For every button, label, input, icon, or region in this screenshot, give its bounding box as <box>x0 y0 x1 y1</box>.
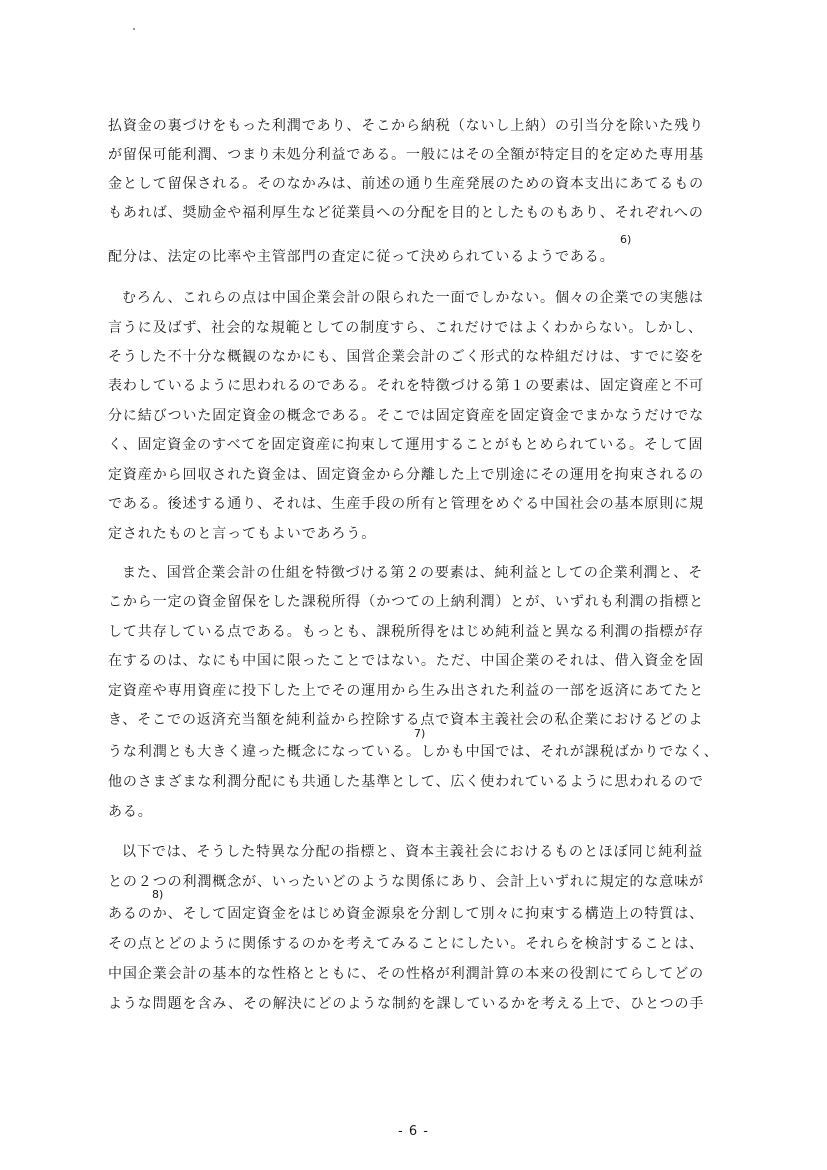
text-line: こから一定の資金留保をした課税所得（かつての上納利潤）とが、いずれも利潤の指標と <box>108 594 704 610</box>
text-line: うな利潤とも大きく違った概念になっている。しかも中国では、それが課税ばかりでなく、 <box>108 744 719 760</box>
text-line: との２つの利潤概念が、いったいどのような関係にあり、会計上いずれに規定的な意味が <box>108 874 704 890</box>
text-line: 他のさまざまな利潤分配にも共通した基準として、広く使われているように思われるので <box>108 774 704 790</box>
text-line: 配分は、法定の比率や主管部門の査定に従って決められているようである。 <box>108 249 615 265</box>
text-line: 言うに及ばず、社会的な規範としての制度すら、これだけではよくわからない。しかし、 <box>108 320 703 336</box>
scan-speck <box>133 28 135 30</box>
page-number: - 6 - <box>398 1124 429 1139</box>
text-line: あるのか、そして固定資金をはじめ資金源泉を分割して別々に拘束する構造上の特質は、 <box>108 906 704 922</box>
text-line: 金として留保される。そのなかみは、前述の通り生産発展のための資本支出にあてるもの <box>108 176 704 192</box>
text-line: 分に結びついた固定資金の概念である。そこでは固定資産を固定資金でまかなうだけでな <box>108 408 704 424</box>
text-line: して共存している点である。もっとも、課税所得をはじめ純利益と異なる利潤の指標が存 <box>108 624 704 640</box>
text-line: そうした不十分な概観のなかにも、国営企業会計のごく形式的な枠組だけは、すでに姿を <box>108 349 705 365</box>
text-line: もあれば、奨励金や福利厚生など従業員への分配を目的としたものもあり、それぞれへの <box>108 205 704 221</box>
paragraph-start-line: また、国営企業会計の仕組を特徴づける第２の要素は、純利益としての企業利潤と、そ <box>122 565 704 581</box>
text-line: 払資金の裏づけをもった利潤であり、そこから納税（ないし上納）の引当分を除いた残り <box>108 118 704 134</box>
text-line: 定資産から回収された資金は、固定資金から分離した上で別途にその運用を拘束されるの <box>108 467 704 483</box>
footnote-marker: 6) <box>620 233 632 246</box>
text-line: 中国企業会計の基本的な性格とともに、その性格が利潤計算の本来の役割にてらしてどの <box>108 966 704 982</box>
paragraph-start-line: 以下では、そうした特異な分配の指標と、資本主義社会におけるものとほぼ同じ純利益 <box>122 844 704 860</box>
text-line: が留保可能利潤、つまり未処分利益である。一般にはその全額が特定目的を定めた専用基 <box>108 147 704 163</box>
footnote-marker: 8) <box>152 888 164 901</box>
text-line: く、固定資金のすべてを固定資産に拘束して運用することがもとめられている。そして固 <box>108 437 704 453</box>
text-line: 在するのは、なにも中国に限ったことではない。ただ、中国企業のそれは、借入資金を固 <box>108 653 704 669</box>
text-line: 表わしているように思われるのである。それを特徴づける第１の要素は、固定資産と不可 <box>108 378 704 394</box>
text-line: き、そこでの返済充当額を純利益から控除する点で資本主義社会の私企業におけるどのよ <box>108 712 704 728</box>
footnote-marker: 7) <box>414 727 426 740</box>
text-line: ある。 <box>108 804 153 820</box>
text-line: ような問題を含み、その解決にどのような制約を課しているかを考える上で、ひとつの手 <box>108 996 705 1012</box>
text-line: その点とどのように関係するのかを考えてみることにしたい。それらを検討することは、 <box>108 936 704 952</box>
text-line: 定資産や専用資産に投下した上でその運用から生み出された利益の一部を返済にあてたと <box>108 683 704 699</box>
text-line: 定されたものと言ってもよいであろう。 <box>108 526 377 542</box>
paragraph-start-line: むろん、これらの点は中国企業会計の限られた一面でしかない。個々の企業での実態は <box>122 290 704 306</box>
text-line: である。後述する通り、それは、生産手段の所有と管理をめぐる中国社会の基本原則に規 <box>108 496 704 512</box>
